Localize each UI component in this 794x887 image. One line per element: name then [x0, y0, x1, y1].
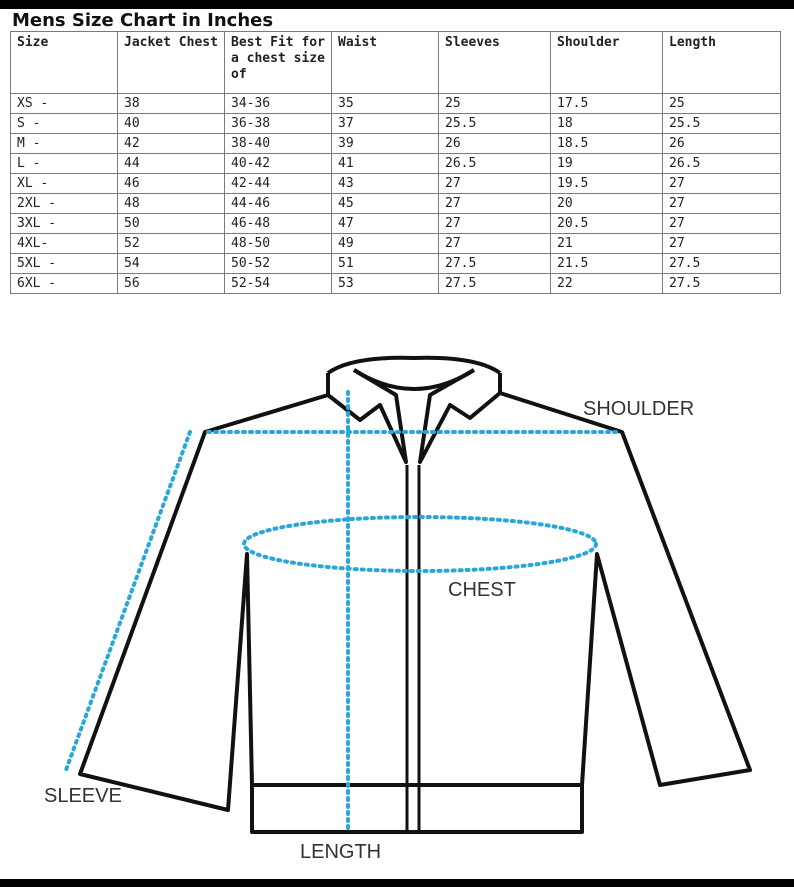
header-shoulder: Shoulder: [551, 32, 663, 94]
table-header-row: [11, 32, 781, 94]
cell-waist: 39: [332, 134, 439, 154]
cell-shoulder: 21: [551, 234, 663, 254]
header-size: Size: [11, 32, 118, 94]
header-jacket-chest: Jacket Chest: [118, 32, 225, 94]
cell-jacket-chest: 40: [118, 114, 225, 134]
cell-waist: 47: [332, 214, 439, 234]
cell-best-fit: 52-54: [225, 274, 332, 294]
cell-shoulder: 18: [551, 114, 663, 134]
cell-best-fit: 38-40: [225, 134, 332, 154]
cell-sleeves: 27: [439, 194, 551, 214]
cell-jacket-chest: 52: [118, 234, 225, 254]
cell-sleeves: 27.5: [439, 254, 551, 274]
cell-sleeves: 25: [439, 94, 551, 114]
cell-waist: 45: [332, 194, 439, 214]
top-border-bar: [0, 0, 794, 9]
length-label: LENGTH: [300, 841, 382, 863]
cell-size: S -: [11, 114, 118, 134]
table-row: [11, 234, 781, 254]
table-row: [11, 154, 781, 174]
cell-sleeves: 26.5: [439, 154, 551, 174]
cell-length: 27: [663, 214, 781, 234]
cell-best-fit: 46-48: [225, 214, 332, 234]
cell-length: 25.5: [663, 114, 781, 134]
header-sleeves: Sleeves: [439, 32, 551, 94]
cell-waist: 37: [332, 114, 439, 134]
header-waist: Waist: [332, 32, 439, 94]
cell-jacket-chest: 54: [118, 254, 225, 274]
cell-shoulder: 19: [551, 154, 663, 174]
cell-length: 26.5: [663, 154, 781, 174]
cell-length: 27.5: [663, 274, 781, 294]
cell-sleeves: 26: [439, 134, 551, 154]
cell-shoulder: 17.5: [551, 94, 663, 114]
cell-waist: 49: [332, 234, 439, 254]
cell-waist: 51: [332, 254, 439, 274]
cell-size: 5XL -: [11, 254, 118, 274]
cell-size: 2XL -: [11, 194, 118, 214]
cell-best-fit: 36-38: [225, 114, 332, 134]
cell-best-fit: 48-50: [225, 234, 332, 254]
size-chart-table: [10, 31, 781, 294]
cell-best-fit: 42-44: [225, 174, 332, 194]
cell-size: M -: [11, 134, 118, 154]
cell-size: 3XL -: [11, 214, 118, 234]
cell-best-fit: 34-36: [225, 94, 332, 114]
sleeve-label: SLEEVE: [44, 785, 122, 807]
table-row: [11, 94, 781, 114]
cell-waist: 43: [332, 174, 439, 194]
collar-right-point: [420, 370, 500, 462]
cell-shoulder: 20.5: [551, 214, 663, 234]
table-row: [11, 194, 781, 214]
sleeve-guide: [66, 432, 190, 770]
jacket-body-outline: [80, 373, 750, 832]
cell-sleeves: 27: [439, 234, 551, 254]
cell-size: L -: [11, 154, 118, 174]
cell-sleeves: 27: [439, 214, 551, 234]
bottom-border-bar: [0, 879, 794, 887]
table-row: [11, 134, 781, 154]
cell-sleeves: 27: [439, 174, 551, 194]
table-row: [11, 114, 781, 134]
cell-shoulder: 18.5: [551, 134, 663, 154]
cell-length: 27: [663, 174, 781, 194]
cell-waist: 41: [332, 154, 439, 174]
jacket-outline: [80, 358, 750, 832]
measurement-guides: [66, 392, 618, 830]
cell-size: 6XL -: [11, 274, 118, 294]
cell-shoulder: 20: [551, 194, 663, 214]
cell-best-fit: 40-42: [225, 154, 332, 174]
zipper: [407, 465, 419, 832]
cell-jacket-chest: 38: [118, 94, 225, 114]
cell-jacket-chest: 44: [118, 154, 225, 174]
cell-length: 27: [663, 234, 781, 254]
shoulder-label: SHOULDER: [583, 398, 695, 420]
header-length: Length: [663, 32, 781, 94]
cell-size: XS -: [11, 94, 118, 114]
cell-jacket-chest: 42: [118, 134, 225, 154]
table-row: [11, 274, 781, 294]
cell-waist: 35: [332, 94, 439, 114]
table-row: [11, 214, 781, 234]
cell-length: 26: [663, 134, 781, 154]
cell-shoulder: 19.5: [551, 174, 663, 194]
chest-label: CHEST: [448, 579, 516, 601]
cell-shoulder: 21.5: [551, 254, 663, 274]
cell-jacket-chest: 50: [118, 214, 225, 234]
cell-sleeves: 25.5: [439, 114, 551, 134]
cell-length: 27: [663, 194, 781, 214]
cell-waist: 53: [332, 274, 439, 294]
jacket-measurement-diagram: [0, 340, 794, 875]
cell-length: 25: [663, 94, 781, 114]
cell-jacket-chest: 48: [118, 194, 225, 214]
cell-size: XL -: [11, 174, 118, 194]
header-best-fit: Best Fit for a chest size of: [225, 32, 332, 94]
collar-left-point: [328, 370, 406, 462]
cell-best-fit: 44-46: [225, 194, 332, 214]
page-title: Mens Size Chart in Inches: [12, 10, 274, 31]
cell-jacket-chest: 46: [118, 174, 225, 194]
table-row: [11, 254, 781, 274]
cell-best-fit: 50-52: [225, 254, 332, 274]
table-row: [11, 174, 781, 194]
cell-sleeves: 27.5: [439, 274, 551, 294]
cell-length: 27.5: [663, 254, 781, 274]
cell-size: 4XL-: [11, 234, 118, 254]
cell-jacket-chest: 56: [118, 274, 225, 294]
cell-shoulder: 22: [551, 274, 663, 294]
